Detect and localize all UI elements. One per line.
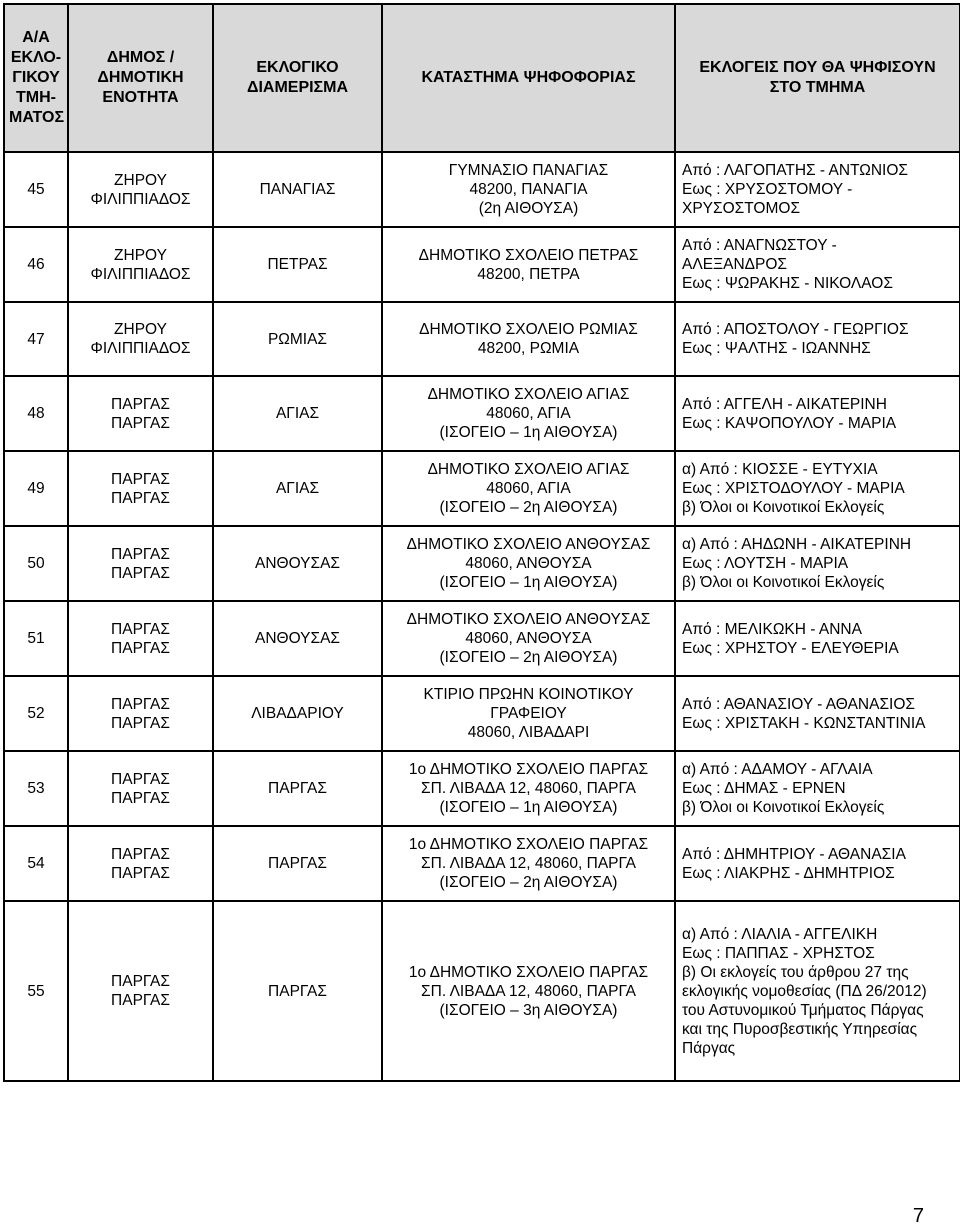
electoral-district: ΛΙΒΑΔΑΡΙΟΥ bbox=[214, 677, 381, 750]
municipality: ΖΗΡΟΥ ΦΙΛΙΠΠΙΑΔΟΣ bbox=[69, 303, 212, 375]
municipality: ΠΑΡΓΑΣ ΠΑΡΓΑΣ bbox=[69, 377, 212, 450]
section-number: 52 bbox=[5, 677, 67, 750]
polling-station: 1ο ΔΗΜΟΤΙΚΟ ΣΧΟΛΕΙΟ ΠΑΡΓΑΣ ΣΠ. ΛΙΒΑΔΑ 12, 48060, ΠΑΡΓΑ (ΙΣΟΓΕΙΟ – 2η ΑΙΘΟΥΣΑ) bbox=[383, 827, 674, 900]
section-number: 54 bbox=[5, 827, 67, 900]
section-number: 48 bbox=[5, 377, 67, 450]
polling-station: ΔΗΜΟΤΙΚΟ ΣΧΟΛΕΙΟ ΑΓΙΑΣ 48060, ΑΓΙΑ (ΙΣΟΓΕΙΟ – 1η ΑΙΘΟΥΣΑ) bbox=[383, 377, 674, 450]
municipality: ΖΗΡΟΥ ΦΙΛΙΠΠΙΑΔΟΣ bbox=[69, 153, 212, 226]
municipality: ΠΑΡΓΑΣ ΠΑΡΓΑΣ bbox=[69, 752, 212, 825]
polling-stations-table bbox=[3, 3, 960, 1082]
electoral-district: ΠΕΤΡΑΣ bbox=[214, 228, 381, 301]
electoral-district: ΑΝΘΟΥΣΑΣ bbox=[214, 527, 381, 600]
section-number: 53 bbox=[5, 752, 67, 825]
section-number: 46 bbox=[5, 228, 67, 301]
voters: α) Από : ΑΔΑΜΟΥ - ΑΓΛΑΙΑ Εως : ΔΗΜΑΣ - ΕΡΝΕΝ β) Όλοι οι Κοινοτικοί Εκλογείς bbox=[676, 752, 959, 825]
polling-station: ΔΗΜΟΤΙΚΟ ΣΧΟΛΕΙΟ ΠΕΤΡΑΣ 48200, ΠΕΤΡΑ bbox=[383, 228, 674, 301]
polling-station: ΚΤΙΡΙΟ ΠΡΩΗΝ ΚΟΙΝΟΤΙΚΟΥ ΓΡΑΦΕΙΟΥ 48060, ΛΙΒΑΔΑΡΙ bbox=[383, 677, 674, 750]
electoral-district: ΑΝΘΟΥΣΑΣ bbox=[214, 602, 381, 675]
polling-station: 1ο ΔΗΜΟΤΙΚΟ ΣΧΟΛΕΙΟ ΠΑΡΓΑΣ ΣΠ. ΛΙΒΑΔΑ 12, 48060, ΠΑΡΓΑ (ΙΣΟΓΕΙΟ – 3η ΑΙΘΟΥΣΑ) bbox=[383, 902, 674, 1080]
polling-station: 1ο ΔΗΜΟΤΙΚΟ ΣΧΟΛΕΙΟ ΠΑΡΓΑΣ ΣΠ. ΛΙΒΑΔΑ 12, 48060, ΠΑΡΓΑ (ΙΣΟΓΕΙΟ – 1η ΑΙΘΟΥΣΑ) bbox=[383, 752, 674, 825]
voters: Από : ΑΠΟΣΤΟΛΟΥ - ΓΕΩΡΓΙΟΣ Εως : ΨΑΛΤΗΣ - ΙΩΑΝΝΗΣ bbox=[676, 303, 959, 375]
table-row bbox=[5, 677, 959, 750]
table-row bbox=[5, 228, 959, 301]
voters: Από : ΛΑΓΟΠΑΤΗΣ - ΑΝΤΩΝΙΟΣ Εως : ΧΡΥΣΟΣΤΟΜΟΥ - ΧΡΥΣΟΣΤΟΜΟΣ bbox=[676, 153, 959, 226]
electoral-district: ΠΑΡΓΑΣ bbox=[214, 752, 381, 825]
voters: α) Από : ΚΙΟΣΣΕ - ΕΥΤΥΧΙΑ Εως : ΧΡΙΣΤΟΔΟΥΛΟΥ - ΜΑΡΙΑ β) Όλοι οι Κοινοτικοί Εκλογείς bbox=[676, 452, 959, 525]
municipality: ΠΑΡΓΑΣ ΠΑΡΓΑΣ bbox=[69, 602, 212, 675]
header-row bbox=[5, 5, 959, 151]
table-row bbox=[5, 303, 959, 375]
polling-station: ΔΗΜΟΤΙΚΟ ΣΧΟΛΕΙΟ ΑΓΙΑΣ 48060, ΑΓΙΑ (ΙΣΟΓΕΙΟ – 2η ΑΙΘΟΥΣΑ) bbox=[383, 452, 674, 525]
electoral-district: ΠΑΡΓΑΣ bbox=[214, 827, 381, 900]
polling-station: ΔΗΜΟΤΙΚΟ ΣΧΟΛΕΙΟ ΑΝΘΟΥΣΑΣ 48060, ΑΝΘΟΥΣΑ (ΙΣΟΓΕΙΟ – 1η ΑΙΘΟΥΣΑ) bbox=[383, 527, 674, 600]
table-row bbox=[5, 527, 959, 600]
page-number: 7 bbox=[912, 1205, 924, 1227]
polling-station: ΔΗΜΟΤΙΚΟ ΣΧΟΛΕΙΟ ΑΝΘΟΥΣΑΣ 48060, ΑΝΘΟΥΣΑ (ΙΣΟΓΕΙΟ – 2η ΑΙΘΟΥΣΑ) bbox=[383, 602, 674, 675]
voters: Από : ΜΕΛΙΚΩΚΗ - ΑΝΝΑ Εως : ΧΡΗΣΤΟΥ - ΕΛΕΥΘΕΡΙΑ bbox=[676, 602, 959, 675]
voters: α) Από : ΛΙΑΛΙΑ - ΑΓΓΕΛΙΚΗ Εως : ΠΑΠΠΑΣ - ΧΡΗΣΤΟΣ β) Οι εκλογείς του άρθρου 27 της εκλογικής νομοθεσίας (ΠΔ 26/2012) του Αστυνομικού Τμήματος Πάργας και της Πυροσβεστικής Υπηρεσίας Πάργας bbox=[676, 902, 959, 1080]
polling-station: ΓΥΜΝΑΣΙΟ ΠΑΝΑΓΙΑΣ 48200, ΠΑΝΑΓΙΑ (2η ΑΙΘΟΥΣΑ) bbox=[383, 153, 674, 226]
table-row bbox=[5, 602, 959, 675]
municipality: ΠΑΡΓΑΣ ΠΑΡΓΑΣ bbox=[69, 827, 212, 900]
table-row bbox=[5, 377, 959, 450]
section-number: 50 bbox=[5, 527, 67, 600]
municipality: ΠΑΡΓΑΣ ΠΑΡΓΑΣ bbox=[69, 527, 212, 600]
electoral-district: ΡΩΜΙΑΣ bbox=[214, 303, 381, 375]
municipality: ΠΑΡΓΑΣ ΠΑΡΓΑΣ bbox=[69, 902, 212, 1080]
electoral-district: ΠΑΡΓΑΣ bbox=[214, 902, 381, 1080]
section-number: 55 bbox=[5, 902, 67, 1080]
municipality: ΖΗΡΟΥ ΦΙΛΙΠΠΙΑΔΟΣ bbox=[69, 228, 212, 301]
polling-station: ΔΗΜΟΤΙΚΟ ΣΧΟΛΕΙΟ ΡΩΜΙΑΣ 48200, ΡΩΜΙΑ bbox=[383, 303, 674, 375]
table-row bbox=[5, 452, 959, 525]
electoral-district: ΑΓΙΑΣ bbox=[214, 377, 381, 450]
electoral-district: ΠΑΝΑΓΙΑΣ bbox=[214, 153, 381, 226]
municipality: ΠΑΡΓΑΣ ΠΑΡΓΑΣ bbox=[69, 677, 212, 750]
table-row bbox=[5, 752, 959, 825]
section-number: 49 bbox=[5, 452, 67, 525]
voters: Από : ΑΘΑΝΑΣΙΟΥ - ΑΘΑΝΑΣΙΟΣ Εως : ΧΡΙΣΤΑΚΗ - ΚΩΝΣΤΑΝΤΙΝΙΑ bbox=[676, 677, 959, 750]
section-number: 47 bbox=[5, 303, 67, 375]
municipality: ΠΑΡΓΑΣ ΠΑΡΓΑΣ bbox=[69, 452, 212, 525]
table-row bbox=[5, 902, 959, 1080]
header-section-number: Α/Α ΕΚΛΟ- ΓΙΚΟΥ ΤΜΗ- ΜΑΤΟΣ bbox=[5, 5, 67, 151]
header-municipality: ΔΗΜΟΣ / ΔΗΜΟΤΙΚΗ ΕΝΟΤΗΤΑ bbox=[69, 5, 212, 151]
table-row bbox=[5, 153, 959, 226]
electoral-district: ΑΓΙΑΣ bbox=[214, 452, 381, 525]
voters: Από : ΑΓΓΕΛΗ - ΑΙΚΑΤΕΡΙΝΗ Εως : ΚΑΨΟΠΟΥΛΟΥ - ΜΑΡΙΑ bbox=[676, 377, 959, 450]
header-voters: ΕΚΛΟΓΕΙΣ ΠΟΥ ΘΑ ΨΗΦΙΣΟΥΝ ΣΤΟ ΤΜΗΜΑ bbox=[676, 5, 959, 151]
section-number: 51 bbox=[5, 602, 67, 675]
voters: α) Από : ΑΗΔΩΝΗ - ΑΙΚΑΤΕΡΙΝΗ Εως : ΛΟΥΤΣΗ - ΜΑΡΙΑ β) Όλοι οι Κοινοτικοί Εκλογείς bbox=[676, 527, 959, 600]
header-electoral-district: ΕΚΛΟΓΙΚΟ ΔΙΑΜΕΡΙΣΜΑ bbox=[214, 5, 381, 151]
header-polling-station: ΚΑΤΑΣΤΗΜΑ ΨΗΦΟΦΟΡΙΑΣ bbox=[383, 5, 674, 151]
section-number: 45 bbox=[5, 153, 67, 226]
voters: Από : ΑΝΑΓΝΩΣΤΟΥ - ΑΛΕΞΑΝΔΡΟΣ Εως : ΨΩΡΑΚΗΣ - ΝΙΚΟΛΑΟΣ bbox=[676, 228, 959, 301]
table-row bbox=[5, 827, 959, 900]
voters: Από : ΔΗΜΗΤΡΙΟΥ - ΑΘΑΝΑΣΙΑ Εως : ΛΙΑΚΡΗΣ - ΔΗΜΗΤΡΙΟΣ bbox=[676, 827, 959, 900]
